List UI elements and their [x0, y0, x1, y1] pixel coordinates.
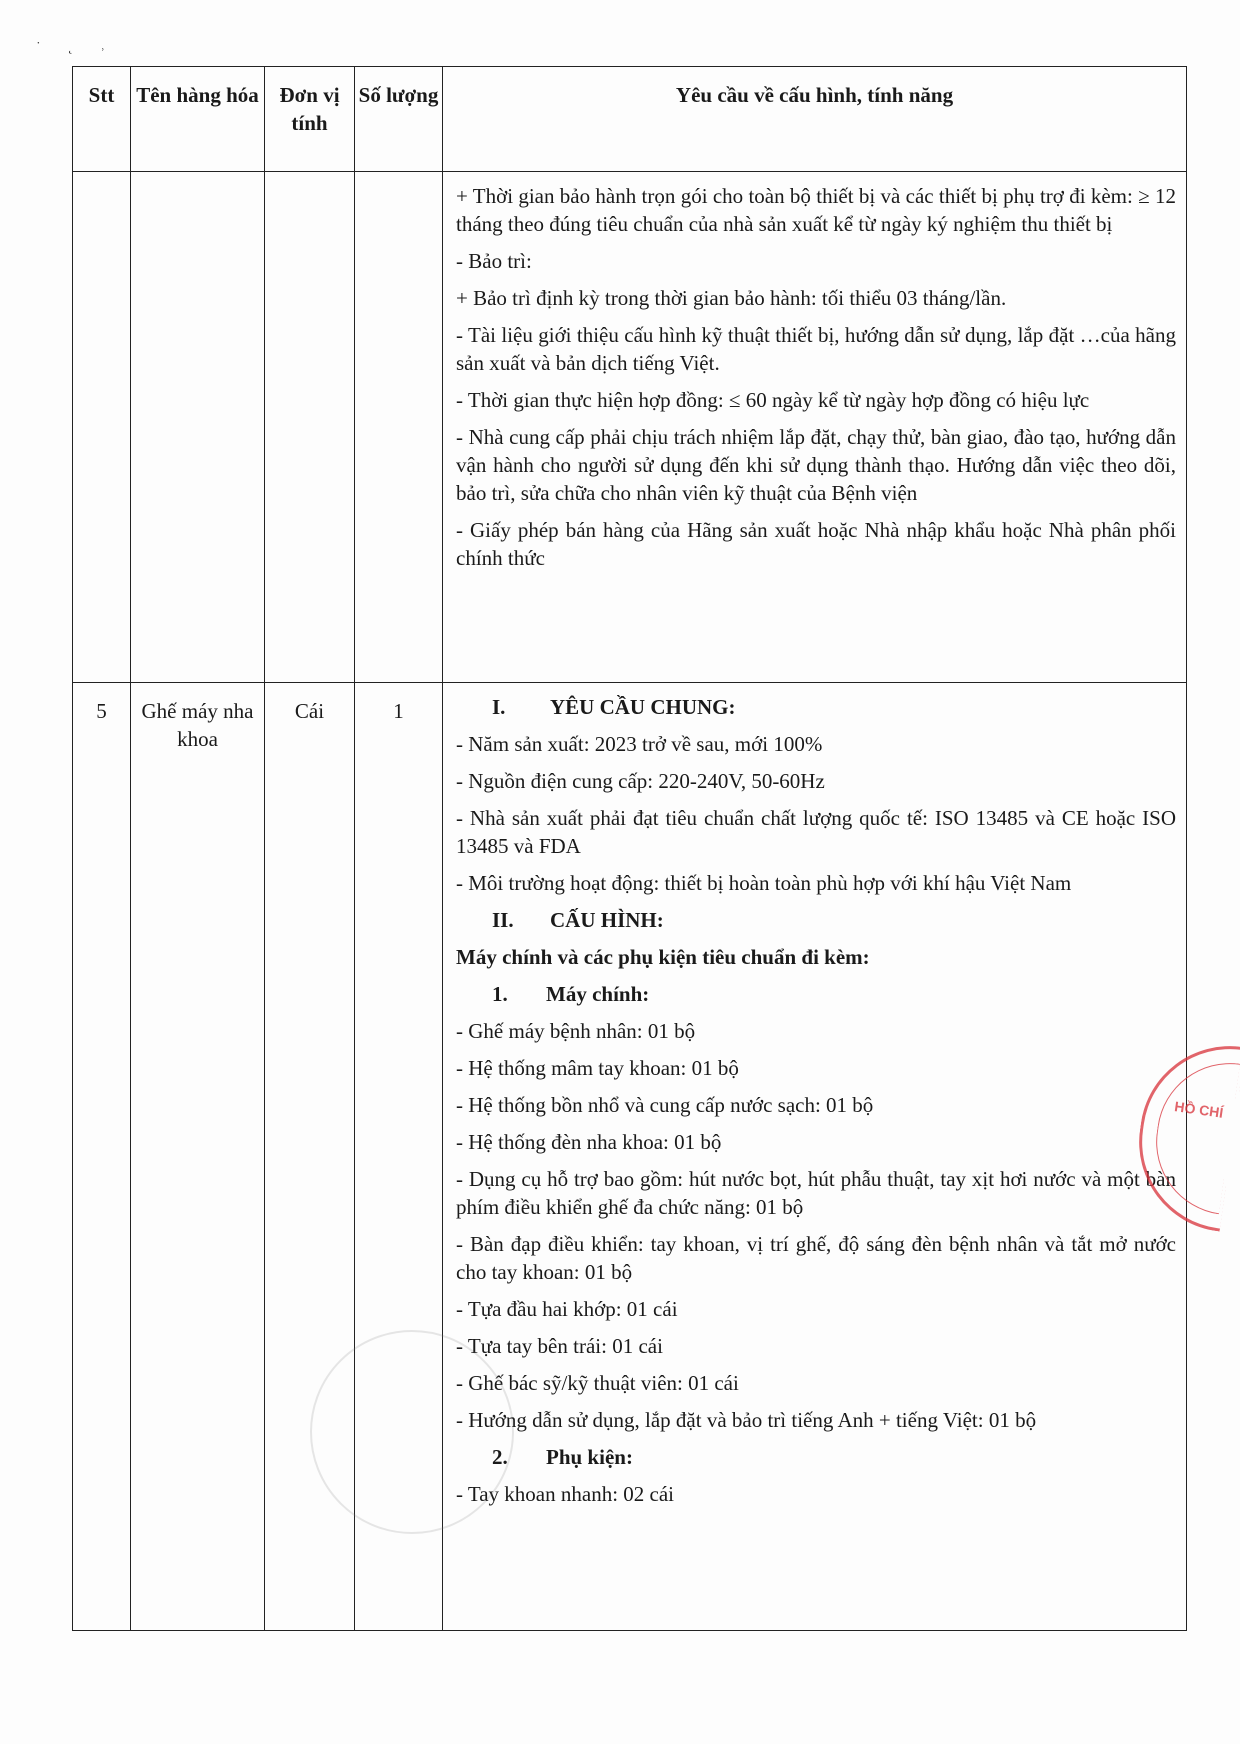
requirement-line: - Thời gian thực hiện hợp đồng: ≤ 60 ngày kể từ ngày hợp đồng có hiệu lực [456, 388, 1090, 412]
header-requirements: Yêu cầu về cấu hình, tính năng [443, 67, 1187, 172]
header-unit: Đơn vị tính [265, 67, 355, 172]
scan-artifact-marks: ˙ ˛ ˒ [36, 40, 117, 55]
specification-table [72, 66, 1187, 1631]
requirement-line: - Hệ thống đèn nha khoa: 01 bộ [456, 1130, 722, 1154]
header-item-name: Tên hàng hóa [131, 67, 265, 172]
cell-requirements [443, 683, 1187, 1631]
requirement-line: - Nhà sản xuất phải đạt tiêu chuẩn chất lượng quốc tế: ISO 13485 và CE hoặc ISO 13485 và FDA [456, 806, 1176, 858]
requirement-line: - Tựa đầu hai khớp: 01 cái [456, 1297, 678, 1321]
cell-stt-empty [73, 172, 131, 683]
header-stt: Stt [73, 67, 131, 172]
faded-stamp-watermark [310, 1330, 514, 1534]
requirement-line: - Môi trường hoạt động: thiết bị hoàn toàn phù hợp với khí hậu Việt Nam [456, 871, 1072, 895]
table-header-row [73, 67, 1187, 172]
subsection-heading-accessories [456, 1443, 1176, 1471]
section-title: CẤU HÌNH: [550, 908, 664, 932]
header-quantity: Số lượng [355, 67, 443, 172]
table-row-continued [73, 172, 1187, 683]
seal-text: HỒ CHÍ [1173, 1098, 1225, 1121]
subsection-number: 2. [492, 1445, 508, 1469]
cell-unit-empty [265, 172, 355, 683]
requirement-line: - Dụng cụ hỗ trợ bao gồm: hút nước bọt, hút phẫu thuật, tay xịt hơi nước và một bàn phím điều khiển ghế đa chức năng: 01 bộ [456, 1167, 1176, 1219]
seal-inner-ring [1147, 1054, 1240, 1215]
requirement-line: - Hệ thống bồn nhổ và cung cấp nước sạch: 01 bộ [456, 1093, 874, 1117]
requirement-line: - Nhà cung cấp phải chịu trách nhiệm lắp đặt, chạy thử, bàn giao, đào tạo, hướng dẫn vận hành cho người sử dụng đến khi sử dụng thành thạo. Hướng dẫn việc theo dõi, bảo trì, sửa chữa cho nhân viên kỹ thuật của Bệnh viện [456, 425, 1176, 505]
cell-item-name: Ghế máy nha khoa [131, 683, 265, 1631]
requirement-line: - Giấy phép bán hàng của Hãng sản xuất hoặc Nhà nhập khẩu hoặc Nhà phân phối chính thức [456, 518, 1176, 570]
cell-stt: 5 [73, 683, 131, 1631]
requirement-line: - Nguồn điện cung cấp: 220-240V, 50-60Hz [456, 769, 825, 793]
cell-qty-empty [355, 172, 443, 683]
requirement-line: + Bảo trì định kỳ trong thời gian bảo hành: tối thiểu 03 tháng/lần. [456, 286, 1007, 310]
requirement-line: - Hệ thống mâm tay khoan: 01 bộ [456, 1056, 739, 1080]
subsection-heading-main-unit [456, 980, 1176, 1008]
requirement-line: - Bàn đạp điều khiển: tay khoan, vị trí ghế, độ sáng đèn bệnh nhân và tắt mở nước cho tay khoan: 01 bộ [456, 1232, 1176, 1284]
requirement-line: - Ghế bác sỹ/kỹ thuật viên: 01 cái [456, 1371, 739, 1395]
section-number: I. [492, 695, 506, 719]
configuration-intro: Máy chính và các phụ kiện tiêu chuẩn đi kèm: [456, 945, 870, 969]
cell-name-empty [131, 172, 265, 683]
requirement-line: - Tài liệu giới thiệu cấu hình kỹ thuật thiết bị, hướng dẫn sử dụng, lắp đặt …của hãng sản xuất và bản dịch tiếng Việt. [456, 323, 1176, 375]
section-heading-general [456, 693, 1176, 721]
requirement-line: - Hướng dẫn sử dụng, lắp đặt và bảo trì tiếng Anh + tiếng Việt: 01 bộ [456, 1408, 1037, 1432]
section-title: YÊU CẦU CHUNG: [550, 695, 736, 719]
cell-quantity: 1 [355, 683, 443, 1631]
requirement-line: + Thời gian bảo hành trọn gói cho toàn bộ thiết bị và các thiết bị phụ trợ đi kèm: ≥ 12 tháng theo đúng tiêu chuẩn của nhà sản xuất kể từ ngày ký nghiệm thu thiết bị [456, 184, 1176, 236]
subsection-title: Máy chính: [546, 982, 650, 1006]
section-heading-configuration [456, 906, 1176, 934]
subsection-title: Phụ kiện: [546, 1445, 633, 1469]
requirement-line: - Ghế máy bệnh nhân: 01 bộ [456, 1019, 696, 1043]
subsection-number: 1. [492, 982, 508, 1006]
requirement-line: - Tựa tay bên trái: 01 cái [456, 1334, 663, 1358]
requirement-line: - Tay khoan nhanh: 02 cái [456, 1482, 674, 1506]
cell-unit: Cái [265, 683, 355, 1631]
requirement-line: - Năm sản xuất: 2023 trở về sau, mới 100% [456, 732, 823, 756]
table-row-item-5 [73, 683, 1187, 1631]
requirement-line: - Bảo trì: [456, 249, 532, 273]
section-number: II. [492, 908, 514, 932]
cell-requirements-continued [443, 172, 1187, 683]
